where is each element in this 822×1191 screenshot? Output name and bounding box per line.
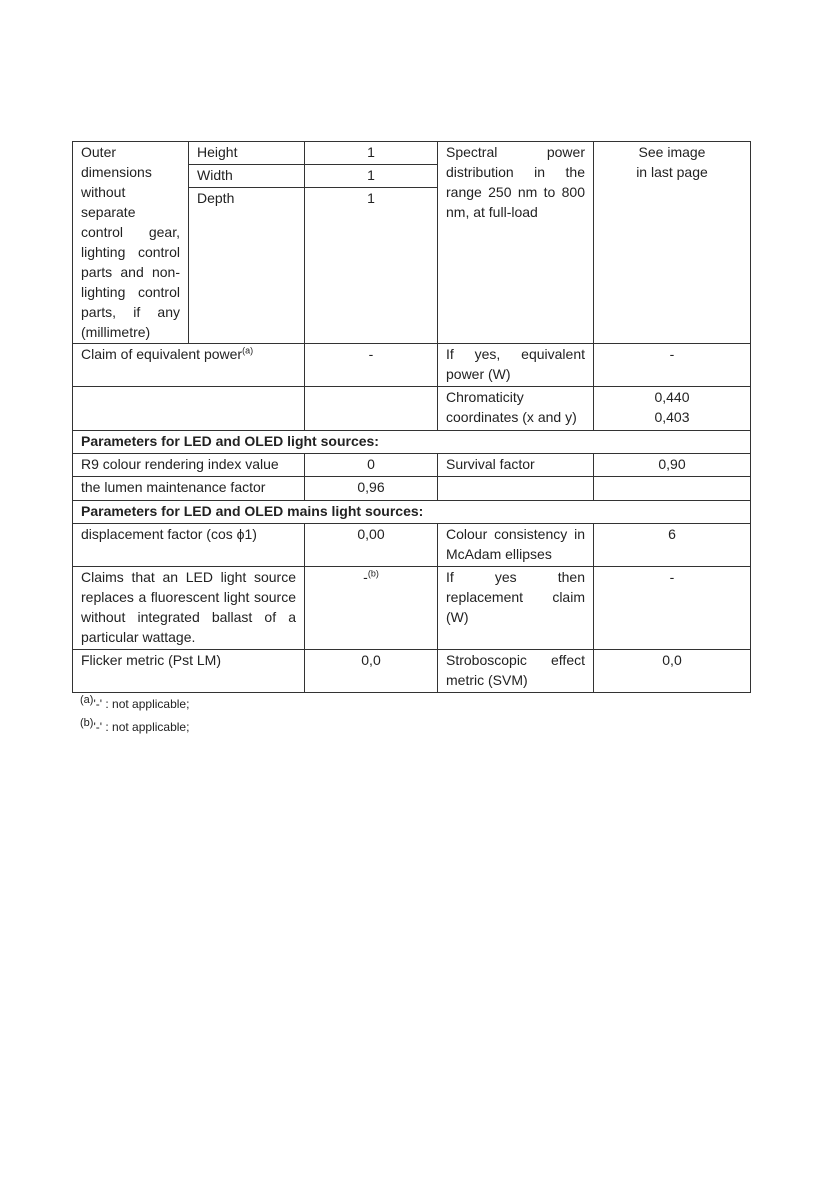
width-value: 1 — [305, 165, 438, 188]
lumen-label: the lumen maintenance factor — [73, 477, 305, 501]
fluorescent-claim-dash: - — [363, 569, 368, 585]
r9-value: 0 — [305, 454, 438, 477]
colour-consistency-value: 6 — [594, 524, 751, 567]
footnote-text: '-' : not applicable; — [93, 720, 190, 734]
fluorescent-claim-label: Claims that an LED light source replaces a fluorescent light source without integrated ballast of a particular wattage. — [73, 567, 305, 650]
survival-label: Survival factor — [438, 454, 594, 477]
spectral-value — [594, 142, 751, 344]
empty-cell — [305, 387, 438, 431]
equiv-power-claim-value: - — [305, 344, 438, 387]
fluorescent-claim-value — [305, 567, 438, 650]
colour-consistency-label: Colour consistency in McAdam ellipses — [438, 524, 594, 567]
replacement-label: If yes then replacement claim (W) — [438, 567, 594, 650]
footnote-mark: (a) — [80, 694, 94, 706]
survival-value: 0,90 — [594, 454, 751, 477]
empty-cell — [438, 477, 594, 501]
footnote-ref-a: (a) — [242, 345, 254, 356]
lumen-value: 0,96 — [305, 477, 438, 501]
product-parameters-table — [72, 141, 751, 693]
led-section-header: Parameters for LED and OLED light sources: — [73, 431, 751, 454]
flicker-value: 0,0 — [305, 650, 438, 693]
equiv-power-claim-text: Claim of equivalent power — [81, 346, 243, 362]
spectral-value-line2: in last page — [636, 164, 708, 180]
height-value: 1 — [305, 142, 438, 165]
equiv-power-value: - — [594, 344, 751, 387]
chromaticity-y: 0,403 — [654, 409, 690, 425]
outer-dimensions-label: Outer dimensions without separate control gear, lighting control parts and non-lighting control parts, if any (millimetre) — [73, 142, 189, 344]
chromaticity-value — [594, 387, 751, 431]
displacement-label: displacement factor (cos ϕ1) — [73, 524, 305, 567]
equiv-power-claim-label — [73, 344, 305, 387]
footnote-a — [80, 694, 190, 711]
flicker-label: Flicker metric (Pst LM) — [73, 650, 305, 693]
width-label: Width — [189, 165, 305, 188]
footnote-ref-b: (b) — [367, 568, 379, 579]
empty-cell — [594, 477, 751, 501]
spectral-label: Spectral power distribution in the range 250 nm to 800 nm, at full-load — [438, 142, 594, 344]
footnote-mark: (b) — [80, 717, 94, 729]
depth-label: Depth — [189, 188, 305, 344]
chromaticity-label: Chromaticity coordinates (x and y) — [438, 387, 594, 431]
empty-cell — [73, 387, 305, 431]
stroboscopic-value: 0,0 — [594, 650, 751, 693]
stroboscopic-label: Stroboscopic effect metric (SVM) — [438, 650, 594, 693]
mains-section-header: Parameters for LED and OLED mains light sources: — [73, 501, 751, 524]
displacement-value: 0,00 — [305, 524, 438, 567]
equiv-power-label: If yes, equivalent power (W) — [438, 344, 594, 387]
replacement-value: - — [594, 567, 751, 650]
spectral-value-line1: See image — [638, 144, 706, 160]
footnote-text: '-' : not applicable; — [93, 697, 190, 711]
height-label: Height — [189, 142, 305, 165]
chromaticity-x: 0,440 — [654, 389, 690, 405]
r9-label: R9 colour rendering index value — [73, 454, 305, 477]
depth-value: 1 — [305, 188, 438, 344]
footnote-b — [80, 717, 190, 734]
